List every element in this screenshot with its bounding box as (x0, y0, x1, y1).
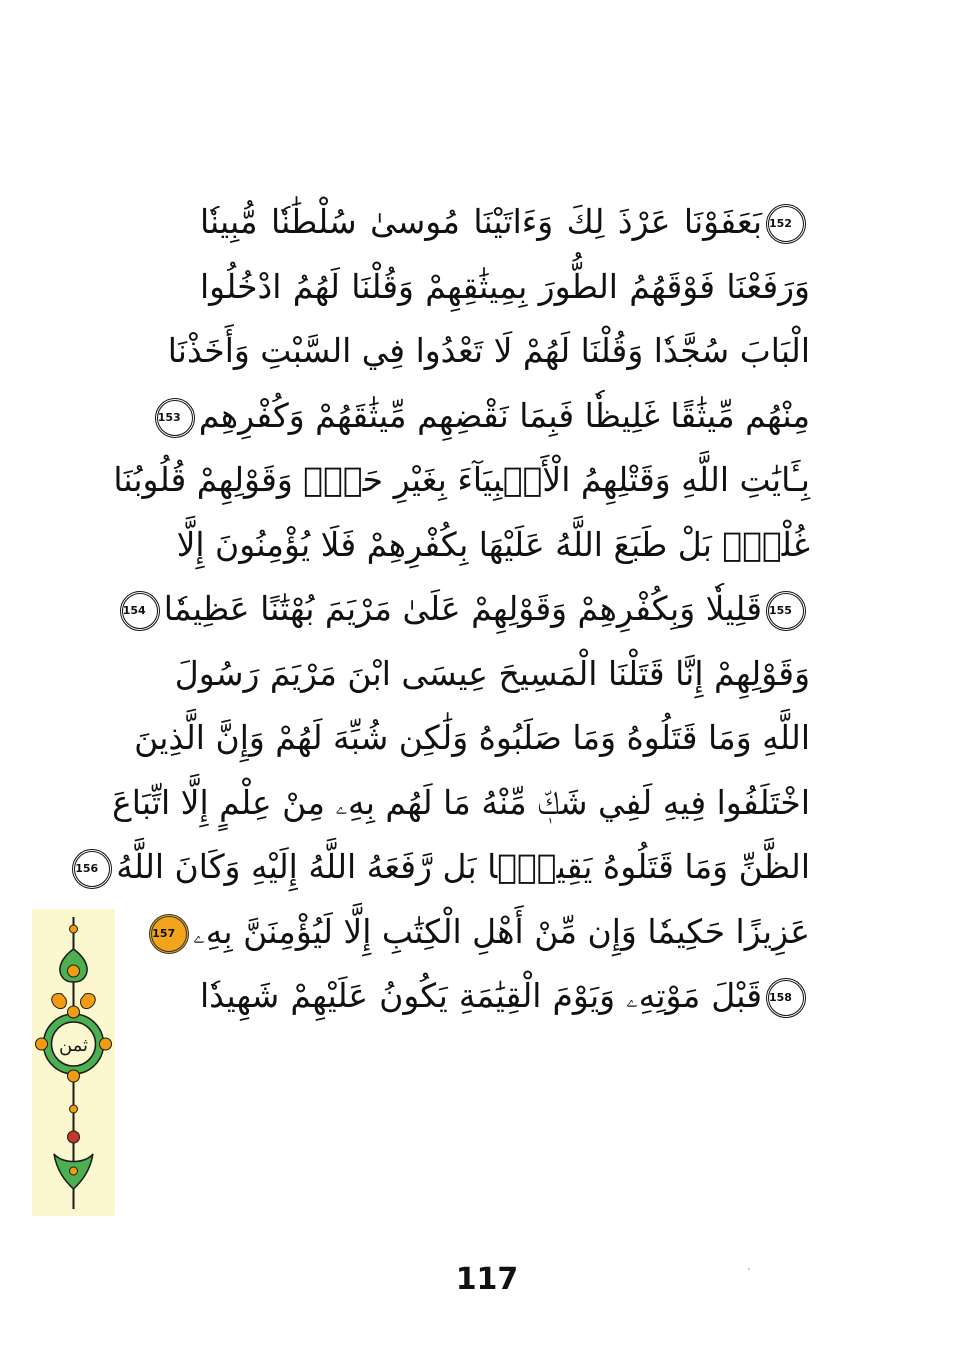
text-line-10 (112, 771, 810, 836)
text-line-9 (134, 706, 810, 771)
line-1-text: بَعَفَوْنَا عَرْذَ لِكَ وَءَاتَيْنَا مُوسىٰ سُلْطَٰنٗا مُّبِينٗا (200, 202, 762, 241)
line-13-text: قَبْلَ مَوْتِهِۦ وَيَوْمَ الْقِيَٰمَةِ يَكُونُ عَلَيْهِمْ شَهِيدٗا (200, 976, 762, 1015)
speck (748, 1268, 750, 1270)
svg-text:ثمن: ثمن (58, 1035, 89, 1056)
line-13-marker: 158 (766, 978, 806, 1018)
line-4-text: مِنْهُم مِّيثَٰقًا غَلِيظٗا فَبِمَا نَقْضِهِم مِّيثَٰقَهُمْ وَكُفْرِهِم (198, 395, 810, 435)
line-6-text: غُلْفٌۢ بَلْ طَبَعَ اللَّهُ عَلَيْهَا بِكُفْرِهِمْ فَلَا يُؤْمِنُونَ إِلَّا (176, 524, 810, 564)
text-line-4 (157, 384, 810, 449)
line-7-marker: 155 (766, 591, 806, 631)
line-7-text: قَلِيلٗا وَبِكُفْرِهِمْ وَقَوْلِهِمْ عَلَىٰ مَرْيَمَ بُهْتَٰنًا عَظِيمٗا (163, 589, 762, 628)
line-12-marker: 157 (149, 914, 189, 954)
hizb-ornament-icon (32, 909, 115, 1216)
line-5-text: بِـَٔايَٰتِ اللَّهِ وَقَتْلِهِمُ الْأَنۢبِيَآءَ بِغَيْرِ حَقّٖ وَقَوْلِهِمْ قُلُوبُنَا (113, 460, 810, 499)
text-line-11 (75, 835, 810, 900)
hizb-margin-panel (32, 909, 115, 1216)
page-number: 117 (455, 1262, 519, 1297)
text-line-13 (200, 964, 810, 1029)
text-line-3 (167, 319, 810, 384)
line-2-text: وَرَفَعْنَا فَوْقَهُمُ الطُّورَ بِمِيثَٰقِهِمْ وَقُلْنَا لَهُمُ ادْخُلُوا (200, 266, 810, 306)
line-8-text: وَقَوْلِهِمْ إِنَّا قَتَلْنَا الْمَسِيحَ عِيسَى ابْنَ مَرْيَمَ رَسُولَ (174, 653, 810, 693)
text-line-1 (200, 190, 810, 255)
text-line-12 (152, 900, 810, 965)
line-4-marker: 153 (155, 398, 195, 438)
line-1-marker: 152 (766, 204, 806, 244)
line-9-text: اللَّهِ وَمَا قَتَلُوهُ وَمَا صَلَبُوهُ وَلَٰكِن شُبِّهَ لَهُمْ وَإِنَّ الَّذِينَ (134, 718, 810, 757)
text-line-5 (113, 448, 810, 513)
line-11-text: الظَّنِّ وَمَا قَتَلُوهُ يَقِينَۢا بَل رَّفَعَهُ اللَّهُ إِلَيْهِ وَكَانَ اللَّهُ (116, 847, 810, 886)
line-7-inline-marker: 154 (120, 591, 160, 631)
line-12-text: عَزِيزًا حَكِيمٗا وَإِن مِّنْ أَهْلِ الْكِتَٰبِ إِلَّا لَيُؤْمِنَنَّ بِهِۦ (193, 911, 810, 951)
line-11-marker: 156 (72, 849, 112, 889)
text-line-6 (176, 513, 810, 578)
text-line-7 (122, 577, 810, 642)
line-3-text: الْبَابَ سُجَّدٗا وَقُلْنَا لَهُمْ لَا تَعْدُوا فِي السَّبْتِ وَأَخَذْنَا (167, 331, 810, 370)
quran-text-block (75, 190, 810, 1029)
line-10-text: اخْتَلَفُوا فِيهِ لَفِي شَكّٖ مِّنْهُ مَا لَهُم بِهِۦ مِنْ عِلْمٍ إِلَّا اتِّبَاعَ (112, 782, 810, 822)
text-line-2 (200, 255, 810, 320)
text-line-8 (174, 642, 810, 707)
